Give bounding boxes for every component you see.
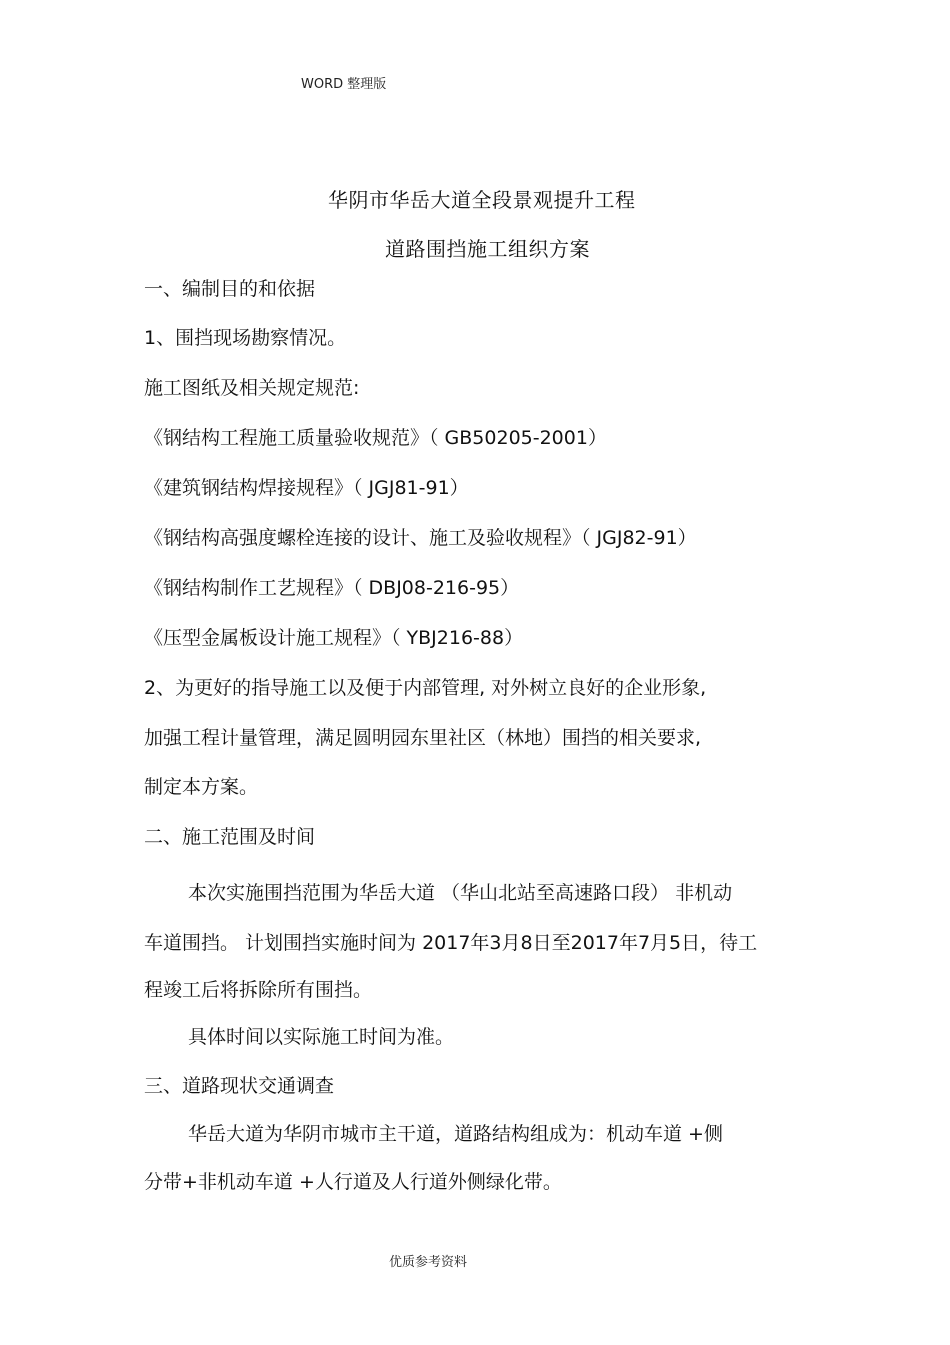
section-2-paragraph-1-line-1: 本次实施围挡范围为华岳大道 （华山北站至高速路口段） 非机动	[188, 882, 733, 904]
document-title: 华阴市华岳大道全段景观提升工程	[328, 188, 636, 212]
section-1-item-2-line-1: 2、为更好的指导施工以及便于内部管理, 对外树立良好的企业形象,	[144, 677, 707, 699]
section-1-item-1: 1、围挡现场勘察情况。	[144, 327, 347, 349]
section-2-paragraph-1-line-3: 程竣工后将拆除所有围挡。	[144, 979, 373, 1001]
section-1-item-2-line-3: 制定本方案。	[144, 776, 259, 798]
section-2-paragraph-1-line-2: 车道围挡。 计划围挡实施时间为 2017年3月8日至2017年7月5日，待工	[144, 932, 758, 954]
section-2-paragraph-2: 具体时间以实际施工时间为准。	[188, 1026, 455, 1048]
spec-item-1: 《钢结构工程施工质量验收规范》（ GB50205-2001）	[144, 427, 607, 449]
spec-item-3: 《钢结构高强度螺栓连接的设计、施工及验收规程》（ JGJ82-91）	[144, 527, 697, 549]
document-subtitle: 道路围挡施工组织方案	[385, 237, 590, 261]
spec-item-4: 《钢结构制作工艺规程》（ DBJ08-216-95）	[144, 577, 520, 599]
spec-item-5: 《压型金属板设计施工规程》（ YBJ216-88）	[144, 627, 524, 649]
section-2-heading: 二、施工范围及时间	[144, 826, 316, 848]
section-3-paragraph-1-line-1: 华岳大道为华阴市城市主干道，道路结构组成为：机动车道 +侧	[188, 1123, 723, 1145]
section-3-paragraph-1-line-2: 分带+非机动车道 +人行道及人行道外侧绿化带。	[144, 1171, 562, 1193]
section-1-item-2-line-2: 加强工程计量管理，满足圆明园东里社区（林地）围挡的相关要求,	[144, 727, 702, 749]
section-1-heading: 一、编制目的和依据	[144, 278, 316, 300]
spec-item-2: 《建筑钢结构焊接规程》（ JGJ81-91）	[144, 477, 469, 499]
page-footer: 优质参考资料	[389, 1255, 468, 1270]
section-3-heading: 三、道路现状交通调查	[144, 1075, 335, 1097]
specs-intro: 施工图纸及相关规定规范:	[144, 377, 360, 399]
page-header: WORD 整理版	[301, 77, 387, 92]
